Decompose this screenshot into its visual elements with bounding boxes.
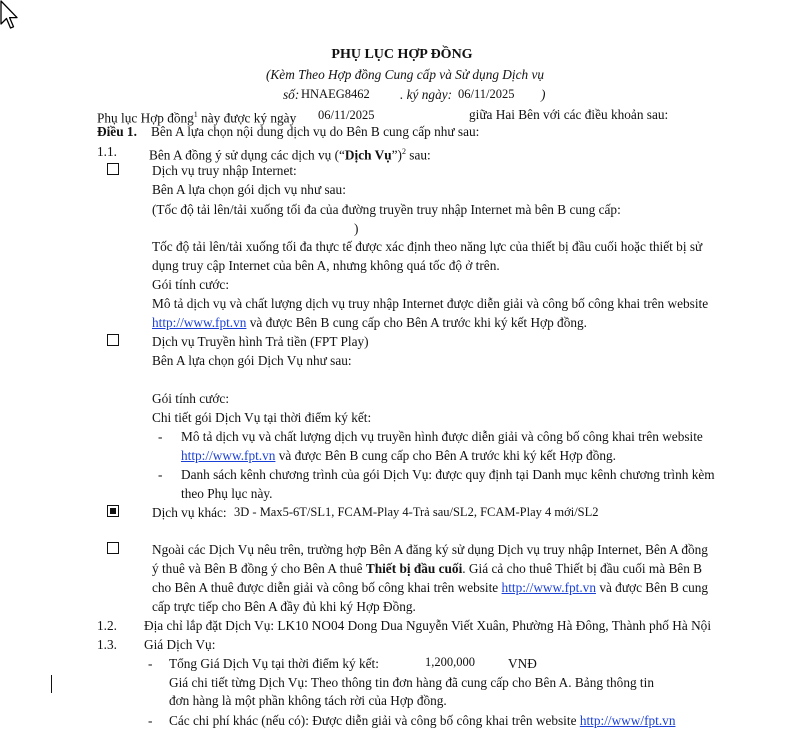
total-price-label: Tổng Giá Dịch Vụ tại thời điểm ký kết: bbox=[169, 656, 379, 671]
contract-number-label: số: bbox=[283, 87, 300, 102]
fpt-website-link[interactable]: http://www.fpt.vn bbox=[501, 580, 596, 595]
tv-tariff-label: Gói tính cước: bbox=[152, 391, 230, 406]
internet-package-label: Bên A lựa chọn gói dịch vụ như sau: bbox=[152, 182, 346, 197]
section-1-2-number: 1.2. bbox=[97, 618, 117, 633]
signing-date-label: . ký ngày: bbox=[400, 87, 453, 102]
footnote-1: 1 bbox=[193, 110, 198, 119]
total-price-value[interactable]: 1,200,000 bbox=[425, 655, 475, 669]
internet-service-checkbox[interactable] bbox=[107, 163, 119, 175]
document-subtitle: (Kèm Theo Hợp đồng Cung cấp và Sử dụng Dịch vụ bbox=[266, 67, 545, 82]
tv-detail-label: Chi tiết gói Dịch Vụ tại thời điểm ký kết: bbox=[152, 410, 372, 425]
fpt-website-link[interactable]: http://www/fpt.vn bbox=[579, 713, 676, 728]
fpt-website-link[interactable]: http://www.fpt.vn bbox=[181, 448, 276, 463]
section-1-3-number: 1.3. bbox=[97, 637, 117, 652]
article-1-label: Điều 1. bbox=[97, 124, 137, 139]
device-rental-text-1: Ngoài các Dịch Vụ nêu trên, trường hợp Bên A đăng ký sử dụng Dịch vụ truy nhập Internet, Bên A đồng bbox=[152, 542, 708, 557]
other-service-value[interactable]: 3D - Max5-6T/SL1, FCAM-Play 4-Trả sau/SL2, FCAM-Play 4 mới/SL2 bbox=[234, 505, 599, 519]
internet-speed-close: ) bbox=[354, 221, 359, 236]
tv-description-1: Mô tả dịch vụ và chất lượng dịch vụ truyền hình được diễn giải và công bố công khai trên website bbox=[181, 429, 703, 444]
service-price-title: Giá Dịch Vụ: bbox=[144, 637, 216, 652]
tv-package-label: Bên A lựa chọn gói Dịch Vụ như sau: bbox=[152, 353, 352, 368]
bullet-dash: - bbox=[148, 713, 153, 728]
appendix-date-field[interactable]: 06/11/2025 bbox=[318, 108, 375, 122]
price-detail-1: Giá chi tiết từng Dịch Vụ: Theo thông tin đơn hàng đã cung cấp cho Bên A. Bảng thông tin bbox=[169, 675, 654, 690]
bullet-dash: - bbox=[148, 656, 153, 671]
internet-description: Mô tả dịch vụ và chất lượng dịch vụ truy nhập Internet được diễn giải và công bố công khai trên website bbox=[152, 296, 709, 311]
section-1-1-text: Bên A đồng ý sử dụng các dịch vụ (“Dịch Vụ”)$^2$ sau: bbox=[149, 147, 431, 163]
price-detail-2: đơn hàng là một phần không tách rời của Hợp đồng. bbox=[169, 693, 447, 708]
installation-address: Địa chỉ lắp đặt Dịch Vụ: LK10 NO04 Dong Dua Nguyễn Viết Xuân, Phường Hà Đông, Thành phố Hà Nội bbox=[144, 618, 712, 633]
tv-service-checkbox[interactable] bbox=[107, 334, 119, 346]
subtitle-close-paren: ) bbox=[541, 87, 546, 102]
internet-speed-note-2: dụng truy cập Internet của bên A, nhưng không quá tốc độ ở trên. bbox=[152, 258, 500, 273]
internet-speed-text: (Tốc độ tải lên/tải xuống tối đa của đường truyền truy nhập Internet mà bên B cung cấp: bbox=[152, 202, 621, 217]
total-price-unit: VNĐ bbox=[508, 656, 537, 671]
footnote-2: 2 bbox=[401, 147, 406, 156]
tv-channel-list-1: Danh sách kênh chương trình của gói Dịch Vụ: được quy định tại Danh mục kênh chương trình kèm bbox=[181, 467, 715, 482]
article-1-text: Bên A lựa chọn nội dung dịch vụ do Bên B cung cấp như sau: bbox=[151, 124, 480, 139]
device-rental-text-3: cho Bên A thuê được diễn giải và công bố công khai trên website http://www.fpt.vn và được Bên B cung bbox=[152, 580, 709, 595]
bullet-dash: - bbox=[158, 429, 163, 444]
device-rental-text-4: cấp trực tiếp cho Bên A đầy đủ khi ký Hợp Đồng. bbox=[152, 599, 416, 614]
intro-text: Phụ lục Hợp đồng$^1$ này được ký ngày bbox=[97, 110, 297, 126]
tv-description-2: http://www.fpt.vn và được Bên B cung cấp cho Bên A trước khi ký kết Hợp đồng. bbox=[181, 448, 616, 463]
text-caret bbox=[51, 675, 52, 693]
internet-service-title: Dịch vụ truy nhập Internet: bbox=[152, 163, 297, 178]
device-rental-text-2: ý thuê và Bên B đồng ý cho Bên A thuê Thiết bị đầu cuối. Giá cả cho thuê Thiết bị đầu cuối mà Bên B bbox=[152, 561, 703, 576]
other-service-checkbox[interactable] bbox=[107, 505, 119, 517]
internet-tariff-label: Gói tính cước: bbox=[152, 277, 230, 292]
other-service-label: Dịch vụ khác: bbox=[152, 505, 227, 520]
document-title: PHỤ LỤC HỢP ĐỒNG bbox=[331, 47, 473, 62]
fpt-website-link[interactable]: http://www.fpt.vn bbox=[152, 315, 247, 330]
device-rental-checkbox[interactable] bbox=[107, 542, 119, 554]
contract-number-field[interactable]: HNAEG8462 bbox=[301, 87, 370, 101]
internet-speed-note-1: Tốc độ tải lên/tải xuống tối đa thực tế được xác định theo năng lực của thiết bị đầu cuối hoặc thiết bị sử bbox=[152, 239, 703, 254]
other-costs-text: Các chi phí khác (nếu có): Được diễn giải và công bố công khai trên website http://www/fpt.vn bbox=[169, 713, 676, 728]
section-1-1-number: 1.1. bbox=[97, 144, 117, 159]
intro-text-end: giữa Hai Bên với các điều khoản sau: bbox=[469, 107, 669, 122]
signing-date-field[interactable]: 06/11/2025 bbox=[458, 87, 515, 101]
tv-channel-list-2: theo Phụ lục này. bbox=[181, 486, 273, 501]
internet-description-2: http://www.fpt.vn và được Bên B cung cấp cho Bên A trước khi ký kết Hợp đồng. bbox=[152, 315, 587, 330]
mouse-pointer-icon bbox=[0, 0, 20, 32]
tv-service-title: Dịch vụ Truyền hình Trả tiền (FPT Play) bbox=[152, 334, 369, 349]
bullet-dash: - bbox=[158, 467, 163, 482]
